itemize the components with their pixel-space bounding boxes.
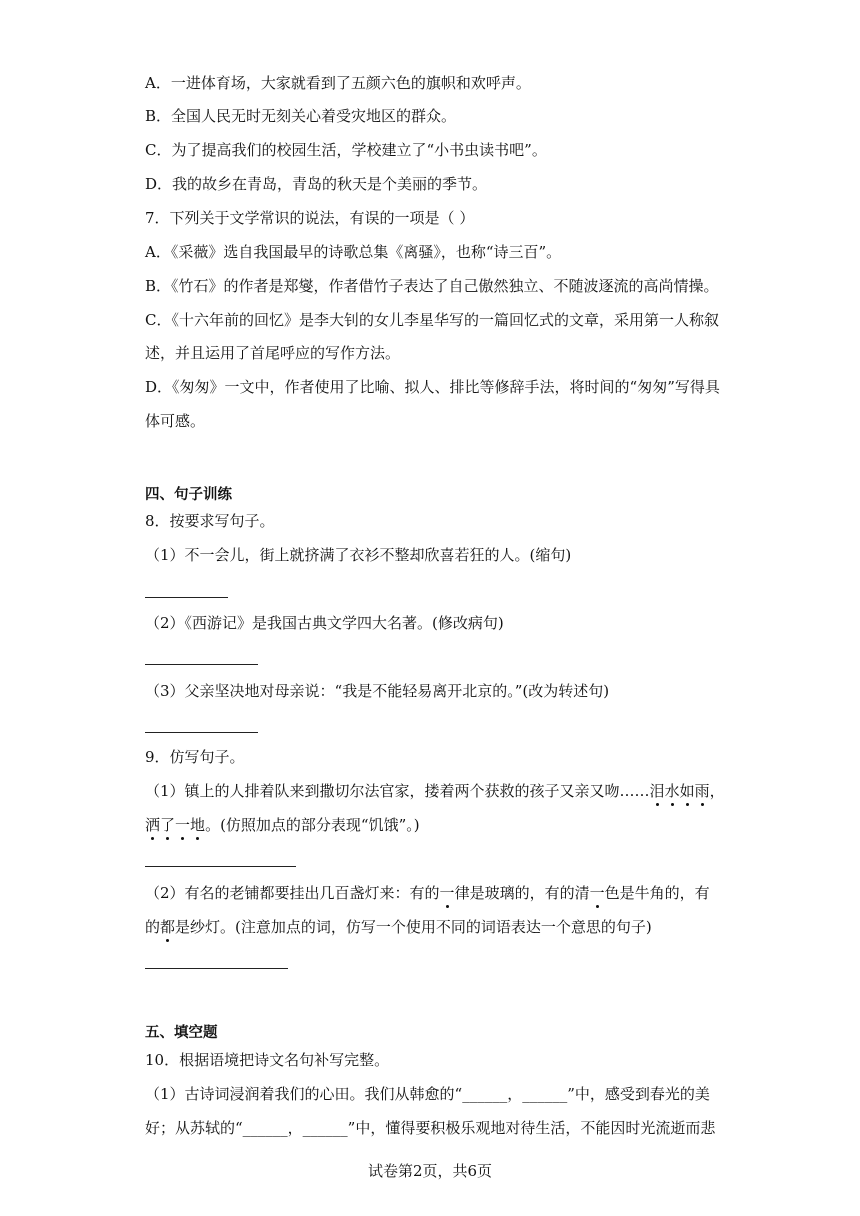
q7-option-d-line2: 体可感。	[145, 412, 206, 430]
q9-2-line1	[145, 883, 710, 903]
q9-1-dotted-phrase-2: 洒了一地	[145, 816, 206, 834]
q9-2-text-c: 色是牛角的，有	[604, 884, 710, 902]
q9-stem: 9．仿写句子。	[145, 748, 245, 766]
answer-blank-q8-3[interactable]	[145, 732, 258, 733]
page-footer: 试卷第2页，共6页	[367, 1162, 493, 1180]
q10-1-line2: 好；从苏轼的“______，______”中，懂得要积极乐观地对待生活，不能因时光流逝而悲	[145, 1119, 716, 1137]
q9-1-instruction: 。(仿照加点的部分表现“饥饿”。)	[205, 816, 420, 834]
q9-2-dotted-word-2: 一	[589, 884, 605, 902]
q10-1-line1: （1）古诗词浸润着我们的心田。我们从韩愈的“______，______”中，感受到春光的美	[145, 1085, 710, 1103]
q9-2-text-d: 的	[145, 918, 161, 936]
q9-1-line2	[145, 815, 420, 835]
q7-option-c-line2: 述，并且运用了首尾呼应的写作方法。	[145, 344, 401, 362]
q9-1-text: （1）镇上的人排着队来到撒切尔法官家，搂着两个获救的孩子又亲又吻……	[145, 782, 650, 800]
q9-2-line2	[145, 917, 652, 937]
q6-option-c: C．为了提高我们的校园生活，学校建立了“小书虫读书吧”。	[145, 141, 547, 159]
q8-2: （2）《西游记》是我国古典文学四大名著。(修改病句)	[145, 614, 504, 632]
q10-stem: 10．根据语境把诗文名句补写完整。	[145, 1051, 390, 1069]
q9-2-text-b: 律是玻璃的，有的清	[454, 884, 590, 902]
section5-heading: 五、填空题	[145, 1025, 218, 1041]
q6-option-d: D．我的故乡在青岛，青岛的秋天是个美丽的季节。	[145, 175, 488, 193]
q9-1-line1	[145, 781, 725, 801]
q9-2-dotted-word-3: 都	[160, 918, 176, 936]
q6-option-b: B．全国人民无时无刻关心着受灾地区的群众。	[145, 107, 457, 125]
q8-3: （3）父亲坚决地对母亲说：“我是不能轻易离开北京的。”(改为转述句)	[145, 682, 610, 700]
q6-option-a: A．一进体育场，大家就看到了五颜六色的旗帜和欢呼声。	[145, 74, 531, 92]
section4-heading: 四、句子训练	[145, 487, 232, 503]
q7-option-c-line1: C．《十六年前的回忆》是李大钊的女儿李星华写的一篇回忆式的文章，采用第一人称叙	[145, 311, 719, 329]
answer-blank-q8-2[interactable]	[145, 664, 258, 665]
q7-option-a: A．《采薇》选自我国最早的诗歌总集《离骚》，也称“诗三百”。	[145, 243, 562, 261]
q9-1-dotted-phrase-1: 泪水如雨，	[649, 782, 725, 800]
q9-2-dotted-word-1: 一	[439, 884, 455, 902]
answer-blank-q8-1[interactable]	[145, 597, 228, 598]
q8-stem: 8．按要求写句子。	[145, 512, 275, 530]
answer-blank-q9-2[interactable]	[145, 968, 288, 969]
q8-1: （1）不一会儿，街上就挤满了衣衫不整却欣喜若狂的人。(缩句)	[145, 546, 572, 564]
q7-option-d-line1: D．《匆匆》一文中，作者使用了比喻、拟人、排比等修辞手法，将时间的“匆匆”写得具	[145, 378, 720, 396]
q9-2-text-a: （2）有名的老铺都要挂出几百盏灯来：有的	[145, 884, 440, 902]
answer-blank-q9-1[interactable]	[145, 866, 296, 867]
q7-option-b: B．《竹石》的作者是郑燮，作者借竹子表达了自己傲然独立、不随波逐流的高尚情操。	[145, 277, 719, 295]
q7-stem: 7．下列关于文学常识的说法，有误的一项是（ ）	[145, 209, 475, 227]
q9-2-text-e: 是纱灯。(注意加点的词，仿写一个使用不同的词语表达一个意思的句子)	[175, 918, 652, 936]
